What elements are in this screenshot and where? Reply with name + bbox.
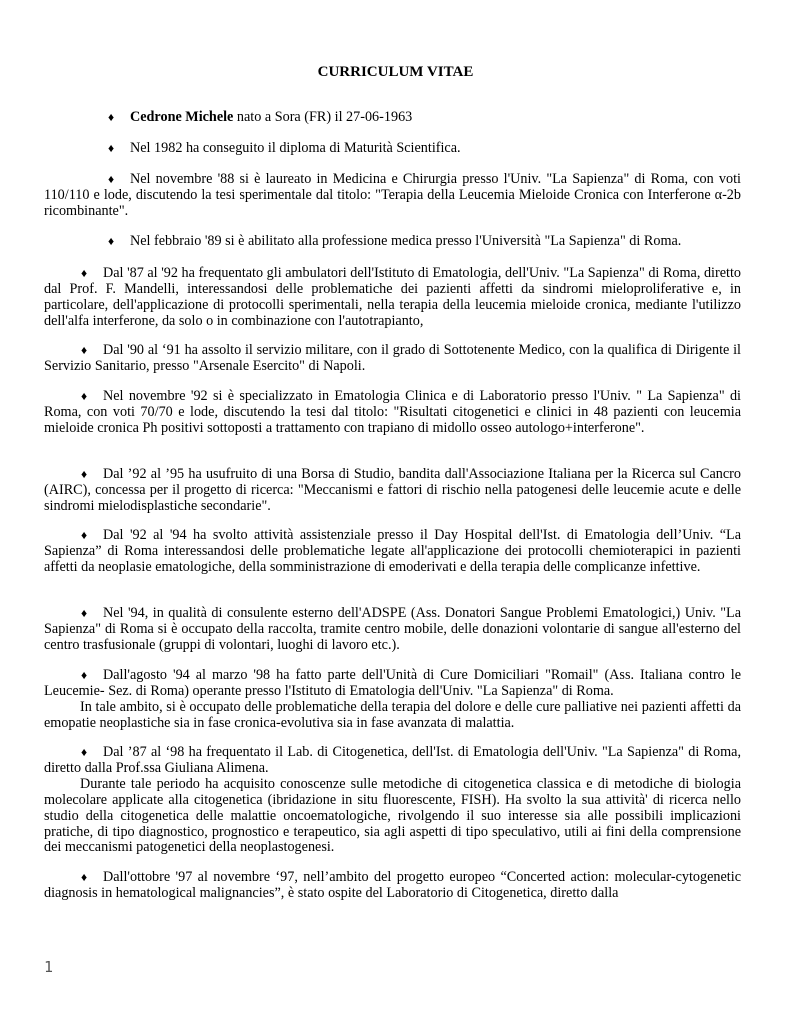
cv-entry-birth: ♦ Cedrone Michele nato a Sora (FR) il 27-06-1963	[108, 109, 413, 125]
diamond-bullet-icon: ♦	[81, 606, 88, 620]
diamond-bullet-icon: ♦	[108, 234, 115, 248]
cv-entry-diploma: ♦ Nel 1982 ha conseguito il diploma di Maturità Scientifica.	[108, 140, 461, 156]
cv-entry-military: ♦ Dal '90 al ‘91 ha assolto il servizio militare, con il grado di Sottotenente Medico, con la qualifica di Dirigente il Servizio Sanitario, presso "Arsenale Esercito" di Napoli.	[44, 342, 741, 374]
diamond-bullet-icon: ♦	[81, 343, 88, 357]
diamond-bullet-icon: ♦	[81, 528, 88, 542]
cv-entry-degree: ♦ Nel novembre '88 si è laureato in Medicina e Chirurgia presso l'Univ. "La Sapienza" di Roma, con voti 110/110 e lode, discutendo la tesi sperimentale dal titolo: "Terapia della Leucemia Mieloide Cronica con Interferone α-2b ricombinante".	[44, 171, 741, 219]
diamond-bullet-icon: ♦	[81, 266, 88, 280]
diamond-bullet-icon: ♦	[108, 110, 115, 124]
cv-entry-license: ♦ Nel febbraio '89 si è abilitato alla professione medica presso l'Università "La Sapienza" di Roma.	[108, 233, 682, 249]
page-number: 1	[44, 958, 54, 976]
diamond-bullet-icon: ♦	[108, 141, 115, 155]
cv-entry-european-project: ♦ Dall'ottobre '97 al novembre ‘97, nell’ambito del progetto europeo “Concerted action: molecular-cytogenetic diagnosis in hematological malignancies”, è stato ospite del Laboratorio di Citogenetica, diretto dalla	[44, 869, 741, 901]
cv-entry-specialization: ♦ Nel novembre '92 si è specializzato in Ematologia Clinica e di Laboratorio presso l'Univ. " La Sapienza" di Roma, con voti 70/70 e lode, discutendo la tesi dal titolo: "Risultati citogenetici e clinici in 48 pazienti con leucemia mieloide cronica Ph positivi sottoposti a trattamento con trapiano di midollo osseo autologo+interferone".	[44, 388, 741, 436]
diamond-bullet-icon: ♦	[108, 172, 115, 186]
cv-entry-day-hospital: ♦ Dal '92 al '94 ha svolto attività assistenziale presso il Day Hospital dell'Ist. di Ematologia dell’Univ. “La Sapienza” di Roma interessandosi delle problematiche legate all'applicazione dei protocolli chemioterapici in pazienti affetti da neoplasie ematologiche, della somministrazione di emoderivati e della terapia delle complicanze infettive.	[44, 527, 741, 575]
cv-entry-romail-continuation: In tale ambito, si è occupato delle problematiche della terapia del dolore e delle cure palliative nei pazienti affetti da emopatie neoplastiche sia in fase cronica-evolutiva sia in fase avanzata di malattia.	[44, 698, 741, 731]
diamond-bullet-icon: ♦	[81, 467, 88, 481]
cv-entry-citogenetica: ♦ Dal ’87 al ‘98 ha frequentato il Lab. di Citogenetica, dell'Ist. di Ematologia dell'Univ. "La Sapienza" di Roma, diretto dalla Prof.ssa Giuliana Alimena. Durante tale periodo ha acquisito conoscenze sulle metodiche di citogenetica classica e di metodiche di biologia molecolare applicate alla citogenetica (ibridazione in situ fluorescente, FISH). Ha svolto la sua attività' di ricerca nello studio della citogenetica delle malattie oncoematologiche, rivolgendo il suo interesse sia alle possibili implicazioni pratiche, di tipo diagnostico, prognostico e terapeutico, sia agli aspetti di tipo speculativo, utili ai fini della comprensione dei meccanismi patogenetici della neoplastogenesi.	[44, 744, 741, 856]
diamond-bullet-icon: ♦	[81, 745, 88, 759]
diamond-bullet-icon: ♦	[81, 668, 88, 682]
person-name: Cedrone Michele	[130, 109, 234, 125]
cv-entry-romail: ♦ Dall'agosto '94 al marzo '98 ha fatto parte dell'Unità di Cure Domiciliari "Romail" (Ass. Italiana contro le Leucemie- Sez. di Roma) operante presso l'Istituto di Ematologia dell'Univ. "La Sapienza" di Roma. In tale ambito, si è occupato delle problematiche della terapia del dolore e delle cure palliative nei pazienti affetti da emopatie neoplastiche sia in fase cronica-evolutiva sia in fase avanzata di malattia.	[44, 667, 741, 731]
cv-entry-adspe: ♦ Nel '94, in qualità di consulente esterno dell'ADSPE (Ass. Donatori Sangue Problemi Ematologici,) Univ. "La Sapienza" di Roma si è occupato della raccolta, tramite centro mobile, delle donazioni volontarie di sangue all'esterno del centro trasfusionale (gruppi di volontari, luoghi di lavoro etc.).	[44, 605, 741, 653]
cv-entry-ambulatori: ♦ Dal '87 al '92 ha frequentato gli ambulatori dell'Istituto di Ematologia, dell'Univ. "La Sapienza" di Roma, diretto dal Prof. F. Mandelli, interessandosi delle problematiche dei pazienti affetti da sindromi mieloproliferative e, in particolare, dell'applicazione di protocolli sperimentali, nella terapia della leucemia mieloide cronica, mediante l'utilizzo dell'alfa interferone, da solo o in combinazione con l'autotrapianto,	[44, 265, 741, 329]
document-title: CURRICULUM VITAE	[317, 64, 474, 80]
cv-entry-scholarship: ♦ Dal ’92 al ’95 ha usufruito di una Borsa di Studio, bandita dall'Associazione Italiana per la Ricerca sul Cancro (AIRC), concessa per il progetto di ricerca: "Meccanismi e fattori di rischio nella patogenesi delle leucemie acute e delle sindromi mielodisplastiche secondarie".	[44, 466, 741, 514]
diamond-bullet-icon: ♦	[81, 389, 88, 403]
cv-entry-citogenetica-continuation: Durante tale periodo ha acquisito conoscenze sulle metodiche di citogenetica classica e di metodiche di biologia molecolare applicate alla citogenetica (ibridazione in situ fluorescente, FISH). Ha svolto la sua attività' di ricerca nello studio della citogenetica delle malattie oncoematologiche, rivolgendo il suo interesse sia alle possibili implicazioni pratiche, di tipo diagnostico, prognostico e terapeutico, sia agli aspetti di tipo speculativo, utili ai fini della comprensione dei meccanismi patogenetici della neoplastogenesi.	[44, 775, 741, 856]
diamond-bullet-icon: ♦	[81, 870, 88, 884]
